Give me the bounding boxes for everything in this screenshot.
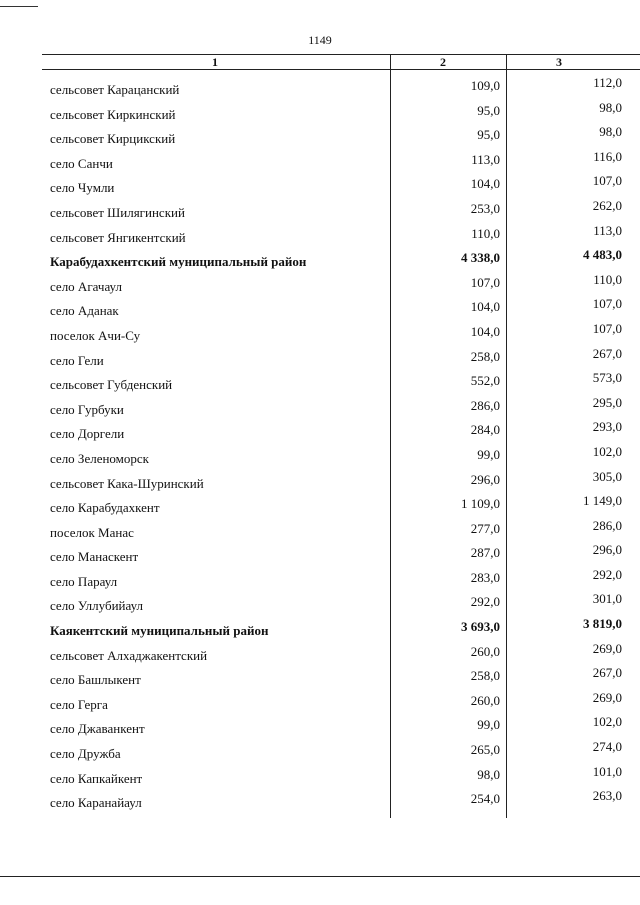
row-value-col3: 102,0 (592, 714, 622, 730)
row-name: Карабудахкентский муниципальный район (50, 254, 307, 270)
row-name: село Каранайаул (50, 795, 142, 811)
row-name: сельсовет Кирцикский (50, 131, 176, 147)
row-name: село Зеленоморск (50, 450, 149, 466)
row-value-col2: 277,0 (470, 520, 500, 536)
row-value-col2: 552,0 (470, 373, 500, 389)
table-row (0, 640, 640, 669)
row-name: село Дружба (50, 746, 121, 762)
row-name: сельсовет Алхаджакентский (50, 647, 208, 663)
row-name: село Параул (50, 573, 118, 589)
row-value-col3: 101,0 (592, 763, 622, 779)
row-value-col2: 286,0 (470, 397, 500, 413)
row-value-col2: 95,0 (477, 102, 500, 118)
table-row (0, 320, 640, 349)
table-row (0, 542, 640, 570)
table-row (0, 271, 640, 300)
table-row (0, 197, 640, 226)
row-value-col2: 110,0 (471, 225, 500, 241)
row-value-col3: 107,0 (592, 173, 622, 189)
row-value-col3: 305,0 (592, 468, 622, 484)
row-name: сельсовет Киркинский (50, 106, 176, 122)
row-value-col2: 99,0 (477, 717, 500, 733)
row-value-col3: 4 483,0 (583, 247, 622, 263)
row-value-col2: 109,0 (470, 78, 500, 93)
row-name: село Уллубийаул (50, 598, 144, 614)
column-header-3: 3 (556, 55, 562, 69)
row-name: поселок Ачи-Су (50, 327, 141, 343)
row-value-col2: 3 693,0 (461, 619, 500, 635)
table-row (0, 75, 640, 103)
table-row (0, 517, 640, 546)
row-value-col2: 95,0 (477, 127, 500, 143)
table-row (0, 788, 640, 816)
table-row (0, 394, 640, 423)
table-row (0, 714, 640, 742)
row-value-col2: 104,0 (470, 299, 500, 315)
row-name: село Агачаул (50, 278, 122, 294)
row-name: село Джаванкент (50, 721, 145, 737)
row-name: село Аданак (50, 303, 119, 319)
row-value-col2: 260,0 (470, 692, 500, 708)
row-value-col3: 263,0 (592, 788, 622, 804)
row-value-col2: 98,0 (477, 766, 500, 782)
row-value-col3: 262,0 (592, 197, 622, 213)
row-name: село Карабудахкент (50, 500, 160, 516)
row-value-col2: 104,0 (470, 323, 500, 339)
row-value-col3: 110,0 (593, 271, 622, 287)
row-value-col3: 301,0 (592, 591, 622, 607)
table-row-district (0, 616, 640, 644)
table-row (0, 222, 640, 251)
row-name: село Чумли (50, 180, 115, 196)
table-row (0, 124, 640, 152)
table-row (0, 566, 640, 595)
table-row (0, 493, 640, 521)
table-row (0, 99, 640, 128)
row-value-col3: 274,0 (592, 739, 622, 755)
row-name: село Доргели (50, 426, 125, 442)
table-row (0, 345, 640, 374)
row-name: сельсовет Карацанский (50, 82, 180, 97)
table-row (0, 148, 640, 177)
table-body (0, 75, 640, 816)
row-value-col3: 573,0 (592, 370, 622, 386)
table-row (0, 591, 640, 619)
table-row-district (0, 247, 640, 275)
row-value-col2: 99,0 (477, 446, 500, 462)
row-name: село Гели (50, 352, 104, 368)
table-row (0, 468, 640, 497)
table-row (0, 665, 640, 693)
row-value-col2: 107,0 (470, 274, 500, 290)
row-value-col3: 98,0 (599, 124, 622, 140)
row-name: сельсовет Кака-Шуринский (50, 475, 204, 491)
row-name: село Манаскент (50, 549, 139, 565)
row-value-col2: 258,0 (470, 668, 500, 684)
row-name: село Герга (50, 696, 108, 712)
row-value-col3: 112,0 (593, 75, 622, 90)
row-value-col3: 3 819,0 (583, 616, 622, 632)
row-value-col3: 296,0 (592, 542, 622, 558)
row-value-col2: 4 338,0 (461, 250, 500, 266)
row-value-col3: 269,0 (592, 689, 622, 705)
row-value-col2: 292,0 (470, 594, 500, 610)
table-row (0, 296, 640, 324)
row-value-col3: 295,0 (592, 394, 622, 410)
corner-rule (0, 6, 38, 7)
table-row (0, 763, 640, 792)
table-row (0, 419, 640, 447)
row-value-col2: 1 109,0 (461, 496, 500, 512)
row-name: село Капкайкент (50, 770, 143, 786)
page-number: 1149 (308, 33, 332, 47)
row-value-col3: 269,0 (592, 640, 622, 656)
row-value-col3: 267,0 (592, 665, 622, 681)
row-name: село Санчи (50, 155, 113, 171)
row-name: сельсовет Шилягинский (50, 204, 185, 220)
bottom-rule (0, 876, 640, 877)
row-value-col3: 102,0 (592, 443, 622, 459)
table-row (0, 370, 640, 398)
row-name: село Башлыкент (50, 672, 141, 688)
table-row (0, 739, 640, 767)
row-value-col3: 267,0 (592, 345, 622, 361)
row-value-col2: 254,0 (470, 791, 500, 807)
row-value-col2: 287,0 (470, 545, 500, 561)
row-value-col3: 107,0 (592, 320, 622, 336)
row-name: сельсовет Губденский (50, 377, 173, 393)
table-row (0, 689, 640, 718)
row-name: село Гурбуки (50, 401, 124, 417)
row-value-col2: 113,0 (471, 151, 500, 167)
row-value-col3: 98,0 (599, 99, 622, 115)
table-row (0, 173, 640, 201)
row-value-col3: 113,0 (593, 222, 622, 238)
column-header-2: 2 (440, 55, 446, 69)
column-header-1: 1 (212, 55, 218, 69)
row-name: поселок Манас (50, 524, 134, 540)
row-value-col3: 293,0 (592, 419, 622, 435)
row-value-col2: 260,0 (470, 643, 500, 659)
row-value-col3: 116,0 (593, 148, 622, 164)
table-header (42, 54, 640, 70)
row-value-col2: 284,0 (470, 422, 500, 438)
row-value-col2: 253,0 (470, 200, 500, 216)
row-value-col3: 107,0 (592, 296, 622, 312)
row-value-col2: 104,0 (470, 176, 500, 192)
row-name: сельсовет Янгикентский (50, 229, 186, 245)
row-value-col2: 283,0 (470, 569, 500, 585)
row-value-col3: 1 149,0 (583, 493, 622, 509)
row-value-col2: 265,0 (470, 742, 500, 758)
row-value-col3: 292,0 (592, 566, 622, 582)
table-row (0, 443, 640, 472)
row-value-col2: 296,0 (470, 471, 500, 487)
row-name: Каякентский муниципальный район (50, 623, 269, 639)
row-value-col3: 286,0 (592, 517, 622, 533)
row-value-col2: 258,0 (470, 348, 500, 364)
